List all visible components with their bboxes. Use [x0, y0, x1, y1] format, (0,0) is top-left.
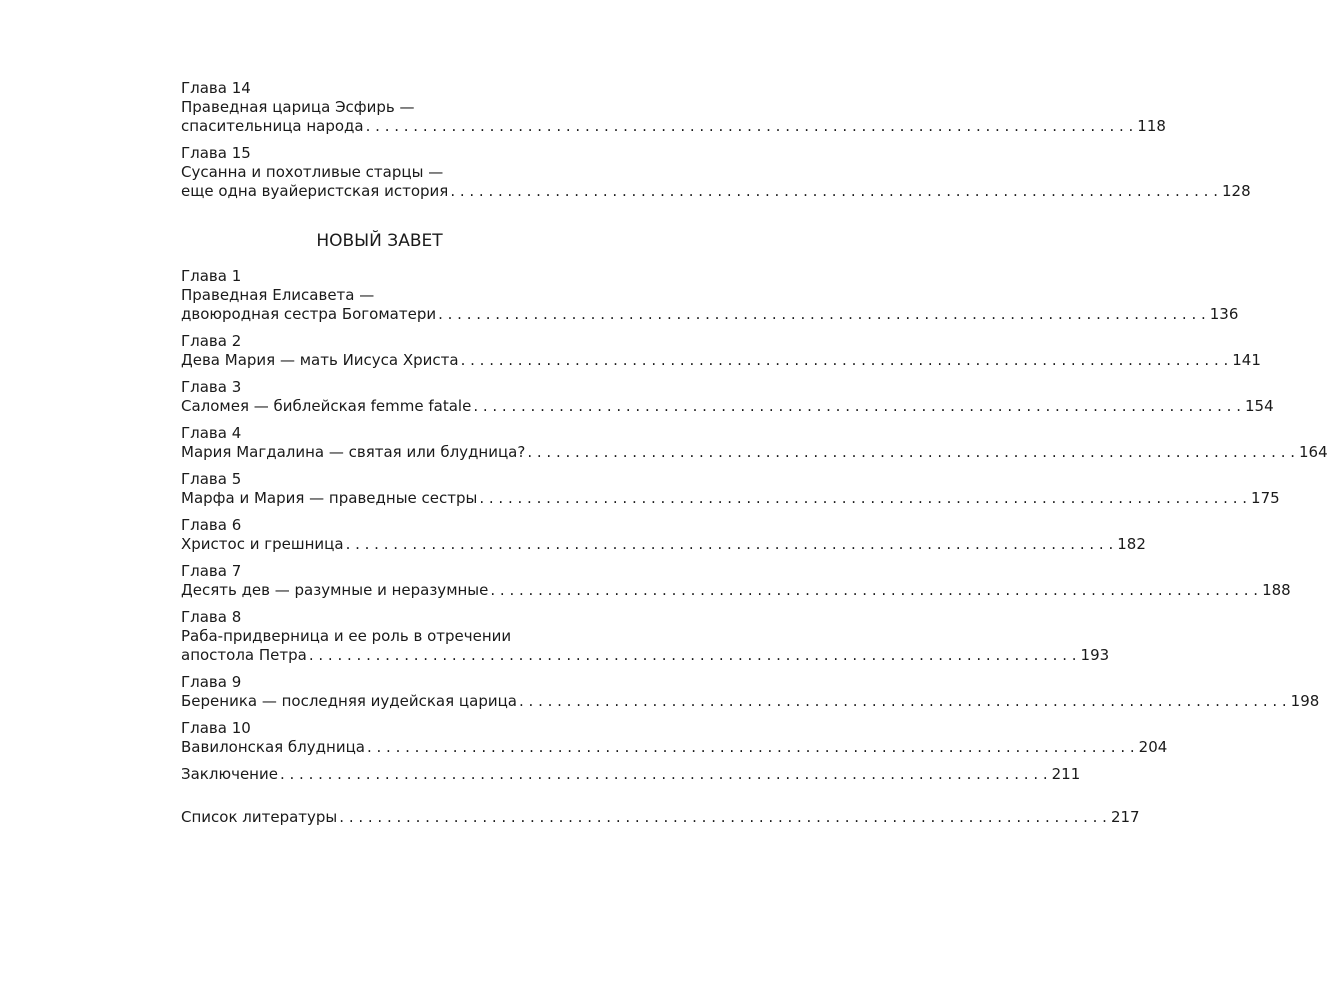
toc-entry [181, 378, 1274, 416]
dot-leader [366, 117, 1134, 136]
toc-entry-bibliography [181, 808, 1140, 827]
page-number: 211 [1051, 765, 1081, 783]
chapter-title: Мария Магдалина — святая или блудница? [181, 443, 526, 461]
chapter-title: Христос и грешница [181, 535, 344, 553]
toc-entry [181, 79, 1166, 136]
chapter-label: Глава 8 [181, 608, 242, 626]
chapter-label: Глава 1 [181, 267, 242, 285]
toc-entry [181, 332, 1261, 370]
toc-entry [181, 562, 1291, 600]
page-number: 141 [1232, 351, 1261, 369]
dot-leader [309, 646, 1077, 665]
chapter-label: Глава 5 [181, 470, 242, 488]
table-of-contents [181, 79, 1328, 827]
dot-leader [450, 182, 1218, 201]
chapter-label: Глава 6 [181, 516, 242, 534]
chapter-label: Глава 3 [181, 378, 242, 396]
toc-line [181, 765, 1081, 784]
dot-leader [438, 305, 1206, 324]
dot-leader [490, 581, 1258, 600]
chapter-title: двоюродная сестра Богоматери [181, 305, 437, 323]
chapter-title-line: Праведная царица Эсфирь — [181, 98, 415, 116]
section-heading: НОВЫЙ ЗАВЕТ [316, 231, 443, 251]
toc-line [181, 646, 1110, 665]
toc-line [181, 305, 1239, 324]
chapter-label: Глава 4 [181, 424, 242, 442]
page-number: 204 [1138, 738, 1168, 756]
toc-line [181, 443, 1328, 462]
chapter-title: Дева Мария — мать Иисуса Христа [181, 351, 459, 369]
page-number: 164 [1299, 443, 1328, 461]
page-number: 118 [1137, 117, 1166, 135]
chapter-label: Глава 7 [181, 562, 242, 580]
chapter-title-line: Раба-придверница и ее роль в отречении [181, 627, 512, 645]
page-number: 182 [1117, 535, 1146, 553]
toc-entry-conclusion [181, 765, 1081, 784]
toc-entry [181, 144, 1251, 201]
page-number: 136 [1209, 305, 1239, 323]
page-number: 188 [1262, 581, 1291, 599]
toc-entry [181, 470, 1280, 508]
page-number: 193 [1080, 646, 1110, 664]
toc-entry [181, 673, 1320, 711]
chapter-label: Глава 9 [181, 673, 242, 691]
chapter-label: Глава 15 [181, 144, 251, 162]
page-number: 128 [1221, 182, 1251, 200]
chapter-title: еще одна вуайеристская история [181, 182, 449, 200]
chapter-title: Вавилонская блудница [181, 738, 365, 756]
toc-entry [181, 719, 1168, 757]
dot-leader [473, 397, 1241, 416]
toc-line [181, 489, 1280, 508]
toc-line [181, 581, 1291, 600]
toc-line [181, 738, 1168, 757]
dot-leader [367, 738, 1135, 757]
chapter-title: Береника — последняя иудейская царица [181, 692, 517, 710]
dot-leader [479, 489, 1247, 508]
chapter-title: спасительница народа [181, 117, 364, 135]
toc-entry [181, 608, 1110, 665]
dot-leader [461, 351, 1229, 370]
dot-leader [527, 443, 1295, 462]
chapter-title: Десять дев — разумные и неразумные [181, 581, 489, 599]
page-number: 198 [1290, 692, 1320, 710]
toc-entry [181, 424, 1328, 462]
chapter-title: Марфа и Мария — праведные сестры [181, 489, 478, 507]
chapter-title: апостола Петра [181, 646, 307, 664]
chapter-title: Саломея — библейская femme fatale [181, 397, 472, 415]
chapter-label: Глава 10 [181, 719, 251, 737]
toc-entry [181, 267, 1239, 324]
page-number: 154 [1244, 397, 1274, 415]
toc-line [181, 397, 1274, 416]
bibliography-title: Список литературы [181, 808, 338, 826]
chapter-title-line: Сусанна и похотливые старцы — [181, 163, 444, 181]
dot-leader [339, 808, 1107, 827]
dot-leader [346, 535, 1114, 554]
chapter-label: Глава 14 [181, 79, 251, 97]
toc-entry [181, 516, 1146, 554]
toc-line [181, 808, 1140, 827]
toc-line [181, 182, 1251, 201]
chapter-title-line: Праведная Елисавета — [181, 286, 375, 304]
toc-line [181, 117, 1166, 136]
toc-line [181, 692, 1320, 711]
chapter-label: Глава 2 [181, 332, 242, 350]
toc-line [181, 351, 1261, 370]
dot-leader [519, 692, 1287, 711]
spacer [181, 784, 578, 808]
page-number: 217 [1110, 808, 1140, 826]
dot-leader [280, 765, 1048, 784]
page-number: 175 [1251, 489, 1280, 507]
toc-line [181, 535, 1146, 554]
conclusion-title: Заключение [181, 765, 278, 783]
